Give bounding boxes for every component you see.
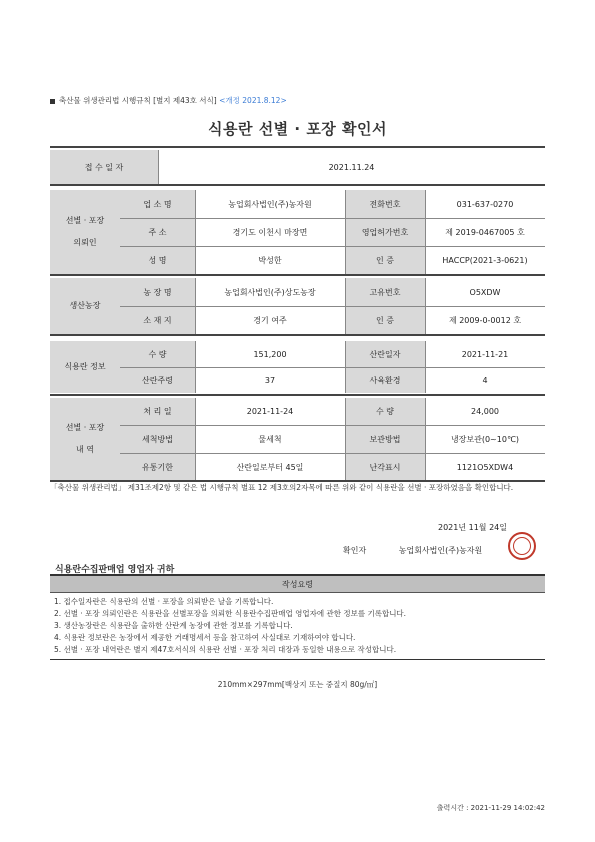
guide-heading: 작성요령 [50, 576, 545, 593]
divider [158, 150, 159, 184]
sorting-group-line1: 선별 · 포장 [65, 423, 105, 432]
official-seal-icon [508, 532, 536, 560]
hen-age-value: 37 [195, 368, 345, 393]
storage-method-label: 보관방법 [345, 426, 425, 453]
requester-group-line1: 선별 · 포장 [65, 216, 105, 225]
hen-age-label: 산란주령 [120, 368, 195, 393]
divider [425, 190, 426, 274]
requester-row-3 [120, 247, 545, 274]
section-border [50, 274, 545, 276]
guide-item: 1. 접수일자란은 식용란의 선별 · 포장을 의뢰받은 날을 기록합니다. [54, 597, 274, 606]
breeding-env-value: 4 [425, 368, 545, 393]
wash-method-value: 물세척 [195, 426, 345, 453]
paper-spec: 210mm×297mm[백상지 또는 중질지 80g/㎡] [217, 680, 378, 689]
seal-inner-ring [513, 537, 531, 555]
confirmation-date: 2021년 11월 24일 [438, 523, 507, 532]
guide-body [50, 593, 545, 659]
confirmation-statement: 「축산물 위생관리법」 제31조제2항 및 같은 법 시행규칙 별표 12 제3호의2자목에 따른 위와 같이 식용란을 선별 · 포장하였음을 확인합니다. [50, 483, 514, 492]
business-name-value: 농업회사법인(주)농자원 [195, 190, 345, 218]
divider [345, 398, 346, 480]
confirmer-organization: 농업회사법인(주)농자원 [398, 546, 483, 555]
shell-mark-label: 난각표시 [345, 454, 425, 480]
section-border [50, 394, 545, 396]
square-bullet-icon [50, 99, 55, 104]
requester-group-label [50, 190, 120, 274]
location-label: 소 재 지 [120, 307, 195, 334]
egg-quantity-label: 수 량 [120, 341, 195, 367]
divider [195, 398, 196, 480]
section-border [50, 334, 545, 336]
egg-info-row-2 [120, 368, 545, 393]
permit-label: 영업허가번호 [345, 219, 425, 246]
section-border [50, 184, 545, 186]
receipt-row [50, 150, 545, 184]
location-value: 경기 여주 [195, 307, 345, 334]
laying-date-label: 산란일자 [345, 341, 425, 367]
producer-group-text: 생산농장 [69, 301, 101, 310]
shell-mark-value: 1121O5XDW4 [425, 454, 545, 480]
confirmer-label: 확인자 [343, 546, 367, 555]
producer-row-1 [120, 278, 545, 306]
process-date-value: 2021-11-24 [195, 398, 345, 425]
divider [345, 278, 346, 334]
form-reference-text: 축산물 위생관리법 시행규칙 [별지 제43호 서식] [59, 96, 217, 105]
recipient-line: 식용란수집판매업 영업자 귀하 [55, 565, 175, 575]
egg-info-row-1 [120, 341, 545, 367]
divider [425, 398, 426, 480]
writing-guide [50, 574, 545, 660]
table-top-border [50, 146, 545, 148]
address-value: 경기도 이천시 마장면 [195, 219, 345, 246]
phone-value: 031-637-0270 [425, 190, 545, 218]
sorting-group-line2: 내 역 [76, 445, 94, 454]
guide-item: 2. 선별 · 포장 의뢰인란은 식용란을 선별포장을 의뢰한 식용란수집판매업 영업자에 관한 정보를 기록합니다. [54, 609, 407, 618]
farm-name-value: 농업회사법인(주)상도농장 [195, 278, 345, 306]
sorting-row-1 [120, 398, 545, 425]
egg-quantity-value: 151,200 [195, 341, 345, 367]
representative-label: 성 명 [120, 247, 195, 274]
divider [195, 341, 196, 393]
guide-item: 5. 선별 · 포장 내역란은 별지 제47호서식의 식용란 선별 · 포장 처리 대장과 동일한 내용으로 작성합니다. [54, 645, 397, 654]
divider [195, 190, 196, 274]
sorted-quantity-value: 24,000 [425, 398, 545, 425]
farm-cert-label: 인 증 [345, 307, 425, 334]
form-reference-note [50, 95, 287, 106]
receipt-label: 접 수 일 자 [50, 150, 158, 184]
receipt-value: 2021.11.24 [158, 150, 545, 184]
address-label: 주 소 [120, 219, 195, 246]
farm-name-label: 농 장 명 [120, 278, 195, 306]
expiry-label: 유통기한 [120, 454, 195, 480]
sorting-row-2 [120, 426, 545, 453]
sorting-row-3 [120, 454, 545, 480]
phone-label: 전화번호 [345, 190, 425, 218]
requester-row-2 [120, 219, 545, 246]
storage-method-value: 냉장보관(0~10℃) [425, 426, 545, 453]
requester-row-1 [120, 190, 545, 218]
divider [345, 341, 346, 393]
unique-number-value: O5XDW [425, 278, 545, 306]
process-date-label: 처 리 일 [120, 398, 195, 425]
producer-row-2 [120, 307, 545, 334]
revision-date: <개정 2021.8.12> [219, 96, 287, 105]
wash-method-label: 세척방법 [120, 426, 195, 453]
representative-value: 박성한 [195, 247, 345, 274]
divider [425, 341, 426, 393]
laying-date-value: 2021-11-21 [425, 341, 545, 367]
sorted-quantity-label: 수 량 [345, 398, 425, 425]
divider [195, 278, 196, 334]
guide-item: 3. 생산농장란은 식용란을 출하한 산란계 농장에 관한 정보를 기록합니다. [54, 621, 293, 630]
expiry-value: 산란일로부터 45일 [195, 454, 345, 480]
unique-number-label: 고유번호 [345, 278, 425, 306]
egg-info-group-text: 식용란 정보 [64, 362, 106, 371]
producer-group-label [50, 278, 120, 334]
sorting-group-label [50, 398, 120, 480]
confirmer [343, 545, 482, 556]
divider [345, 190, 346, 274]
guide-item: 4. 식용란 정보란은 농장에서 제공한 거래명세서 등을 참고하여 사실대로 기재하여야 합니다. [54, 633, 356, 642]
certification-label: 인 증 [345, 247, 425, 274]
divider [425, 278, 426, 334]
document-title: 식용란 선별 · 포장 확인서 [208, 120, 387, 138]
business-name-label: 업 소 명 [120, 190, 195, 218]
print-timestamp: 출력시간 : 2021-11-29 14:02:42 [436, 804, 545, 812]
requester-group-line2: 의뢰인 [73, 238, 97, 247]
permit-value: 제 2019-0467005 호 [425, 219, 545, 246]
certification-value: HACCP(2021-3-0621) [425, 247, 545, 274]
egg-info-group-label [50, 341, 120, 393]
farm-cert-value: 제 2009-0-0012 호 [425, 307, 545, 334]
breeding-env-label: 사육환경 [345, 368, 425, 393]
